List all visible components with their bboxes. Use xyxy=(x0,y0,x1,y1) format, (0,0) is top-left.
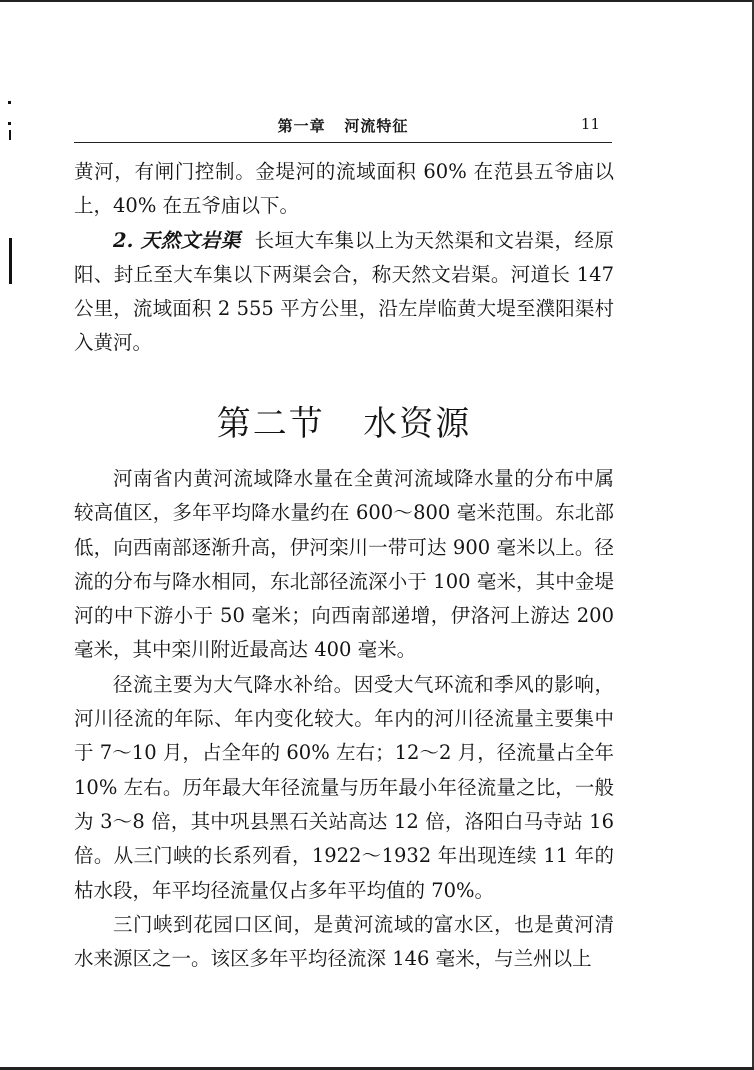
section-name: 水资源 xyxy=(363,404,472,444)
scan-mark xyxy=(9,238,12,284)
section-title xyxy=(74,396,614,445)
continuation-paragraph: 黄河，有闸门控制。金堤河的流域面积 60% 在范县五爷庙以上，40% 在五爷庙以下。 xyxy=(74,160,614,218)
body-text-block xyxy=(74,462,614,976)
chapter-title: 河流特征 xyxy=(344,117,409,135)
running-header xyxy=(74,112,612,143)
scan-mark xyxy=(9,130,11,140)
scan-mark xyxy=(8,101,11,104)
page-edge-top xyxy=(0,0,754,7)
scan-mark xyxy=(8,122,11,125)
section-number: 第二节 xyxy=(216,404,325,444)
chapter-heading xyxy=(74,115,612,136)
body-paragraph: 河南省内黄河流域降水量在全黄河流域降水量的分布中属较高值区，多年平均降水量约在 600～800 毫米范围。东北部低，向西南部逐渐升高，伊河栾川一带可达 900 毫米以上。径流的分布与降水相同，东北部径流深小于 100 毫米，其中金堤河的中下游小于 50 毫米；向西南部递增，伊洛河上游达 200 毫米，其中栾川附近最高达 400 毫米。 xyxy=(74,467,614,662)
item-2-title: 2. 天然文岩渠 xyxy=(113,228,241,252)
body-paragraph: 三门峡到花园口区间，是黄河流域的富水区，也是黄河清水来源区之一。该区多年平均径流深 146 毫米，与兰州以上 xyxy=(74,912,614,971)
top-text-block xyxy=(74,155,614,361)
page-number: 11 xyxy=(580,115,600,133)
item-2-body: 长垣大车集以上为天然渠和文岩渠，经原阳、封丘至大车集以下两渠会合，称天然文岩渠。河道长 147 公里，流域面积 2 555 平方公里，沿左岸临黄大堤至濮阳渠村入黄河。 xyxy=(74,228,614,355)
item-2-paragraph xyxy=(74,224,614,361)
chapter-number: 第一章 xyxy=(277,117,326,135)
body-paragraph: 径流主要为大气降水补给。因受大气环流和季风的影响，河川径流的年际、年内变化较大。年内的河川径流量主要集中于 7～10 月，占全年的 60% 左右；12～2 月，径流量占全年 10% 左右。历年最大年径流量与历年最小年径流量之比，一般为 3～8 倍，其中巩县黑石关站高达 12 倍，洛阳白马寺站 16 倍。从三门峡的长系列看，1922～1932 年出现连续 11 年的枯水段，年平均径流量仅占多年平均值的 70%。 xyxy=(74,672,614,902)
